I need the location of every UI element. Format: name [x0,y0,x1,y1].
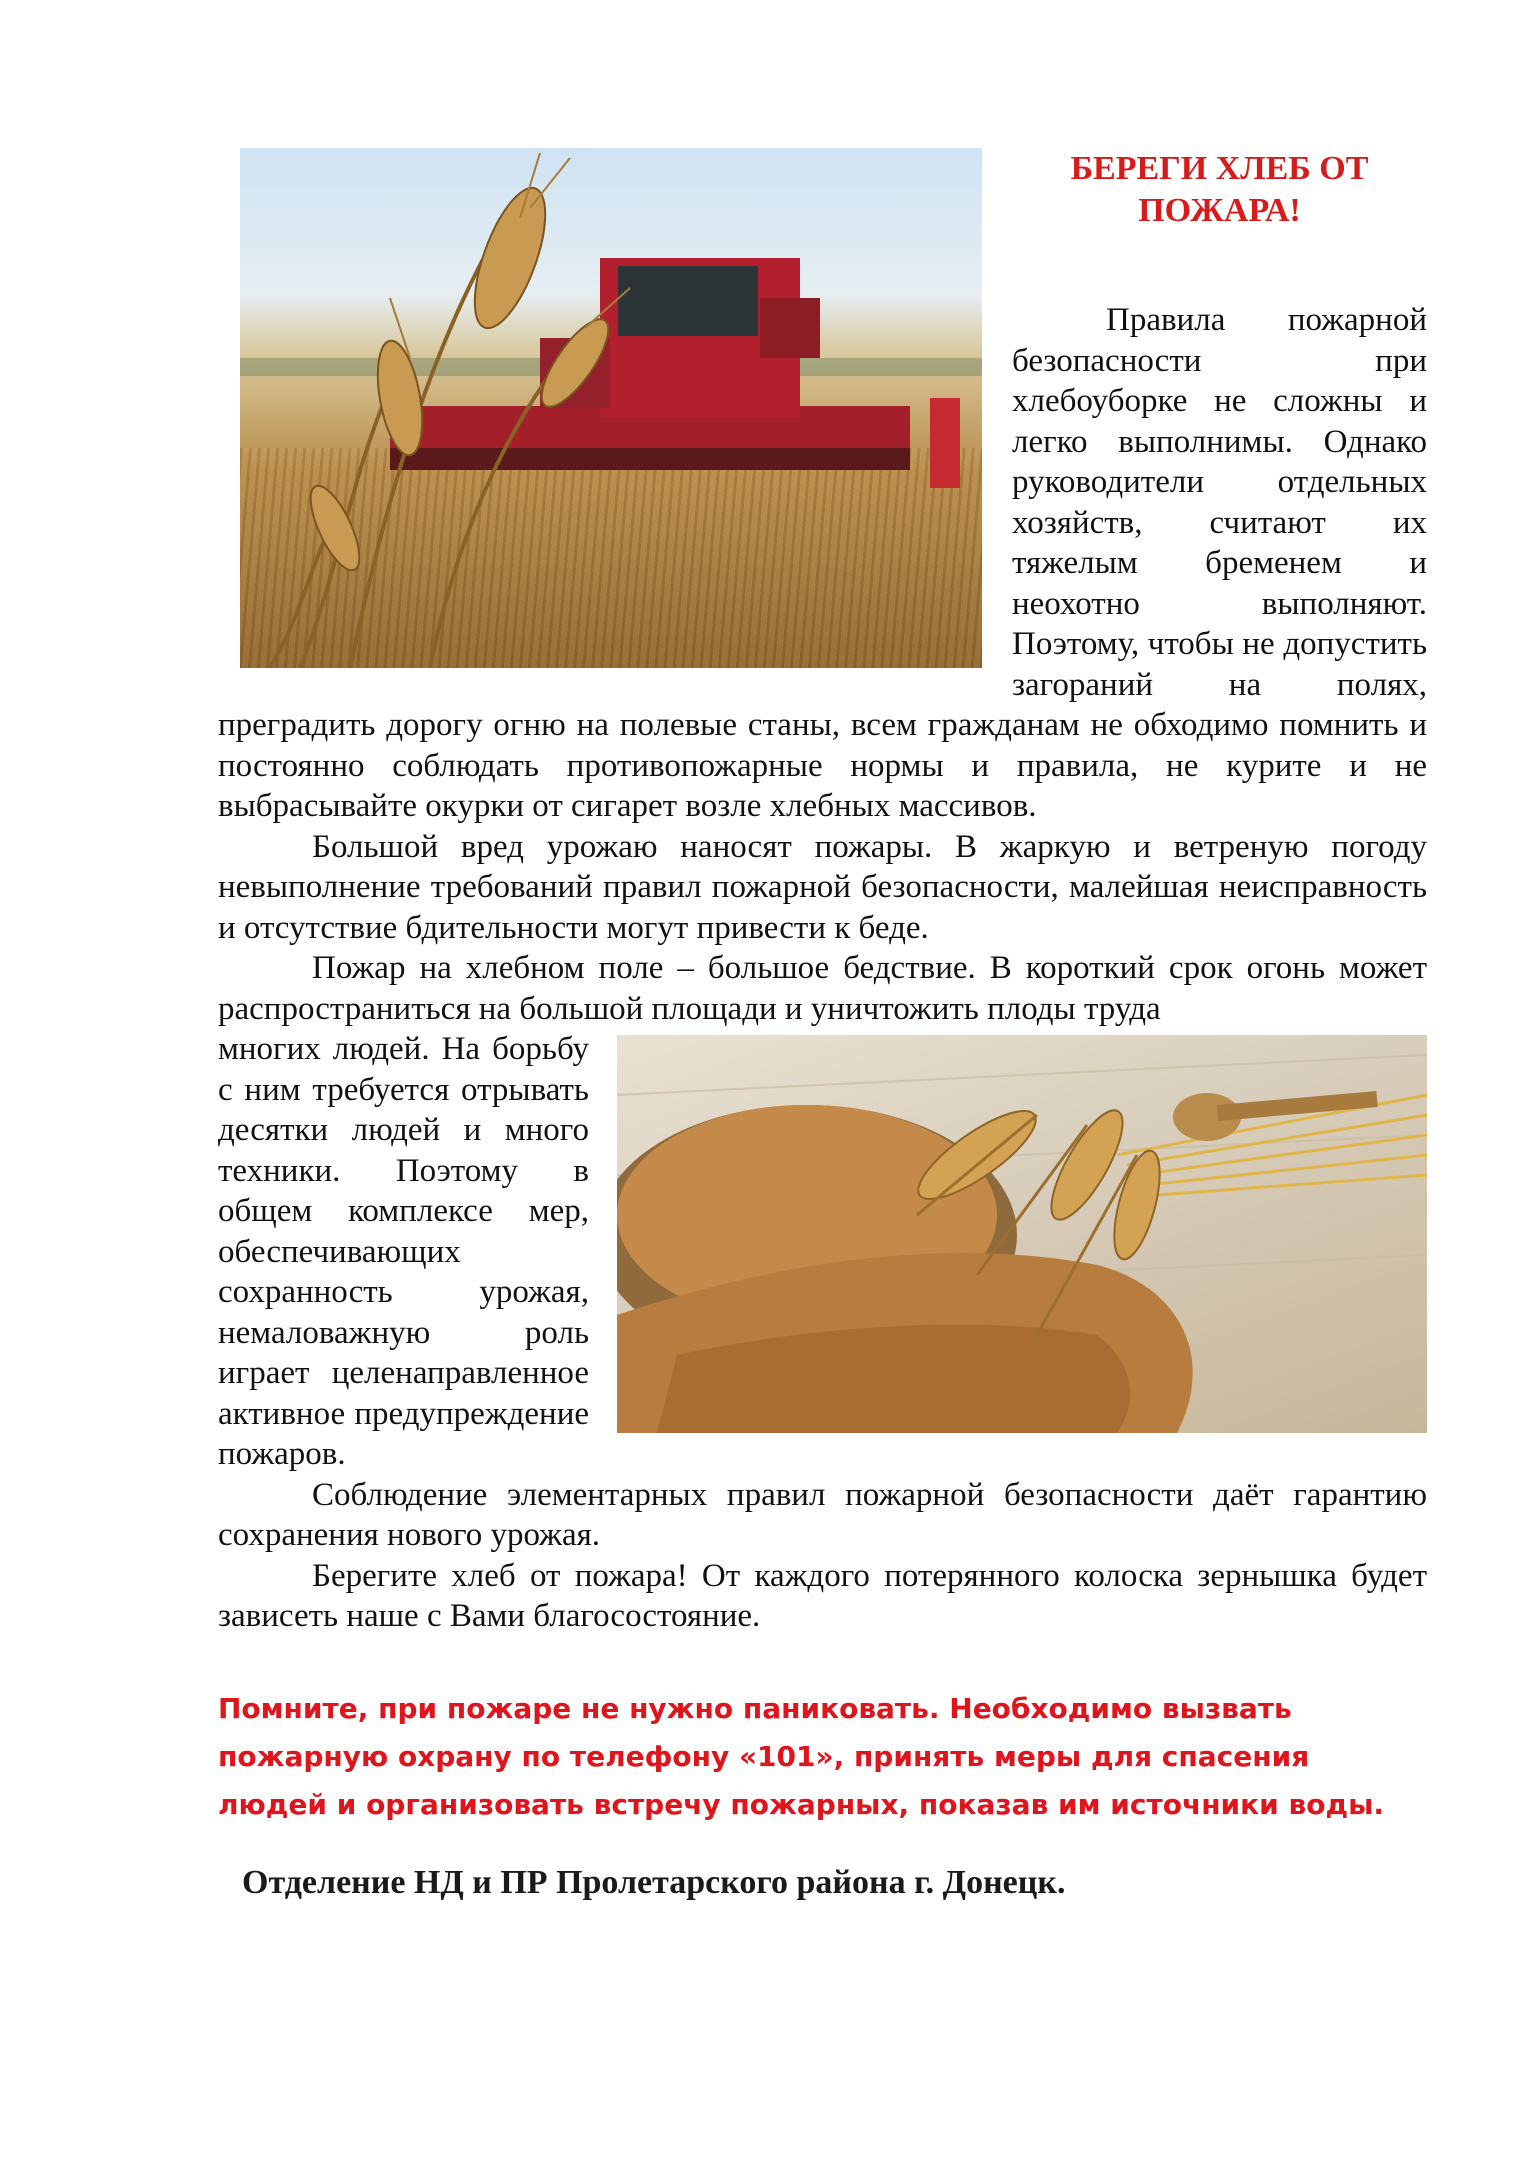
page-title: БЕРЕГИ ХЛЕБ ОТ ПОЖАРА! [1070,150,1369,229]
paragraph-3-continued: многих людей. На борьбу с ним требуется отрывать десятки людей и много техники. Поэтому в общем комплексе мер, обеспечивающих сохранность урожая, немаловажную роль играет целенаправленное активное предупреждение пожаров. [218,1031,589,1472]
wheat-grain-bowl-photo [617,1035,1427,1433]
paragraph-3-start: Пожар на хлебном поле – большое бедствие. В короткий срок огонь может распространиться на большой площади и уничтожить плоды труда [218,950,1427,1027]
paragraph-5: Берегите хлеб от пожара! От каждого потерянного колоска зернышка будет зависеть наше с Вами благосостояние. [218,1557,1427,1634]
paragraph-4: Соблюдение элементарных правил пожарной безопасности даёт гарантию сохранения нового урожая. [218,1476,1427,1553]
combine-harvester-wheat-photo [240,148,982,668]
paragraph-1: Правила пожарной безопасности при хлебоуборке не сложны и легко выполнимы. Однако руководители отдельных хозяйств, считают их тяжелым бременем и неохотно выполняют. Поэтому, чтобы не допустить загораний на полях, преградить дорогу огню на полевые станы, всем гражданам не обходимо помнить и постоянно соблюдать противопожарные нормы и правила, не курите и не выбрасывайте окурки от сигарет возле хлебных массивов. [218,302,1427,824]
paragraph-2: Большой вред урожаю наносят пожары. В жаркую и ветреную погоду невыполнение требований правил пожарной безопасности, малейшая неисправность и отсутствие бдительности могут привести к беде. [218,828,1427,946]
article-body [218,148,1427,1637]
emergency-warning: Помните, при пожаре не нужно паниковать. Необходимо вызвать пожарную охрану по телефону «101», принять меры для спасения людей и организовать встречу пожарных, показав им источники воды. [218,1691,1385,1821]
department-signature: Отделение НД и ПР Пролетарского района г. Донецк. [242,1863,1066,1901]
